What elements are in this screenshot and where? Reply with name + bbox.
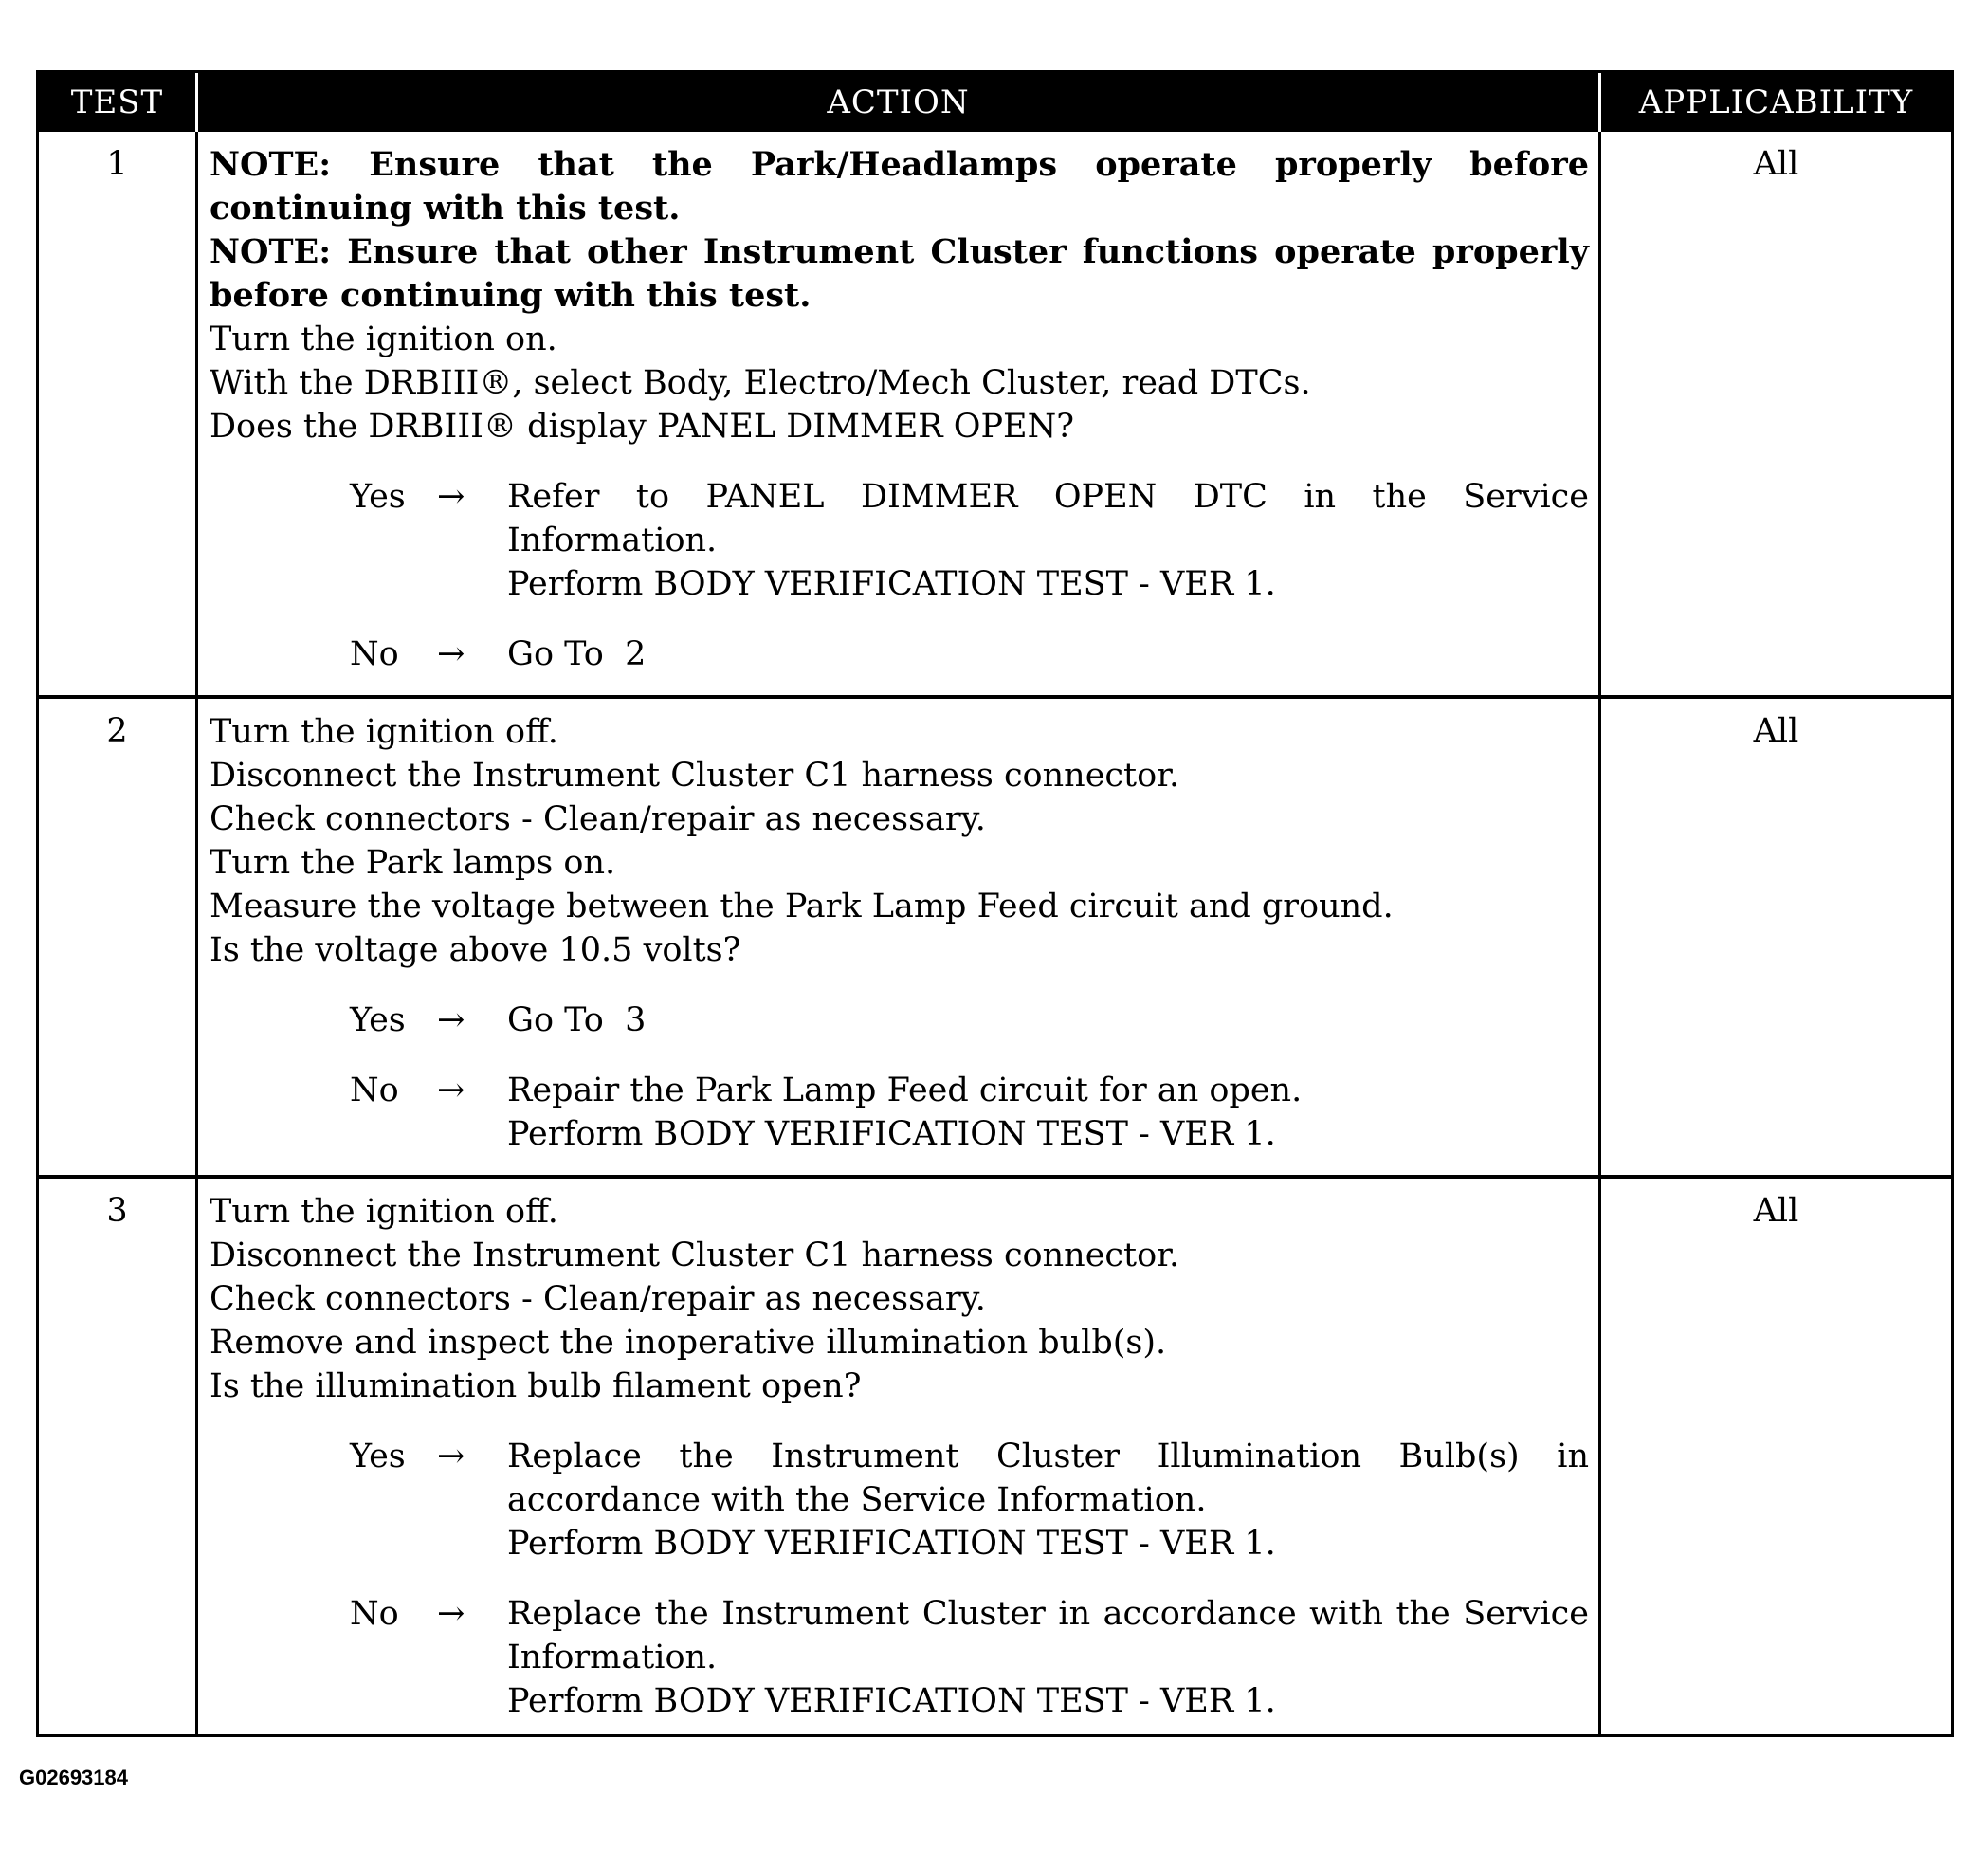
diagnostic-test-table <box>36 70 1954 1737</box>
arrow-right-icon: → <box>437 1595 465 1633</box>
action-step: Measure the voltage between the Park Lamp Feed circuit and ground. <box>210 888 1394 925</box>
arrow-right-icon: → <box>437 478 465 516</box>
applicability-cell: All <box>1753 145 1799 183</box>
outcome-yes <box>210 475 1589 606</box>
outcome-no <box>210 1592 1589 1723</box>
outcome-label: Yes <box>350 1001 406 1039</box>
header-test: TEST <box>39 73 198 132</box>
action-step: Is the illumination bulb filament open? <box>210 1367 862 1405</box>
action-cell <box>198 699 1601 1175</box>
test-number: 1 <box>39 132 198 695</box>
action-step: Disconnect the Instrument Cluster C1 harness connector. <box>210 1236 1180 1274</box>
outcome-result: Repair the Park Lamp Feed circuit for an open. Perform BODY VERIFICATION TEST - VER 1. <box>507 1072 1303 1153</box>
note: NOTE: Ensure that the Park/Headlamps operate properly before continuing with this test. <box>210 145 1589 228</box>
action-step: Turn the ignition on. <box>210 321 557 358</box>
action-step: Check connectors - Clean/repair as necessary. <box>210 1280 986 1318</box>
arrow-right-icon: → <box>437 635 465 673</box>
action-step: Turn the ignition off. <box>210 713 558 751</box>
test-number: 3 <box>39 1179 198 1734</box>
outcome-result: Go To 3 <box>507 1001 647 1039</box>
outcome-yes <box>210 998 1589 1042</box>
outcome-label: No <box>350 635 399 673</box>
outcome-result: Go To 2 <box>507 635 647 673</box>
outcome-label: No <box>350 1072 399 1109</box>
outcome-result: Refer to PANEL DIMMER OPEN DTC in the Service Information. Perform BODY VERIFICATION TEST - VER 1. <box>507 478 1589 603</box>
arrow-right-icon: → <box>437 1072 465 1109</box>
test-row-2 <box>39 695 1951 1175</box>
header-applicability: APPLICABILITY <box>1638 83 1914 121</box>
action-step: Remove and inspect the inoperative illumination bulb(s). <box>210 1324 1167 1362</box>
outcome-no <box>210 632 1589 676</box>
outcome-label: Yes <box>350 478 406 516</box>
outcome-label: Yes <box>350 1438 406 1475</box>
header-action: ACTION <box>198 73 1601 132</box>
outcome-result: Replace the Instrument Cluster in accordance with the Service Information. Perform BODY VERIFICATION TEST - VER 1. <box>507 1595 1589 1720</box>
action-step: Does the DRBIII® display PANEL DIMMER OPEN? <box>210 408 1074 446</box>
action-step: Check connectors - Clean/repair as necessary. <box>210 800 986 838</box>
outcome-result: Replace the Instrument Cluster Illumination Bulb(s) in accordance with the Service Information. Perform BODY VERIFICATION TEST - VER 1. <box>507 1438 1589 1563</box>
action-step: Turn the ignition off. <box>210 1193 558 1231</box>
action-step: With the DRBIII®, select Body, Electro/Mech Cluster, read DTCs. <box>210 364 1311 402</box>
outcome-label: No <box>350 1595 399 1633</box>
applicability-cell: All <box>1753 1192 1799 1230</box>
test-row-1 <box>39 132 1951 695</box>
applicability-cell: All <box>1753 712 1799 750</box>
action-step: Disconnect the Instrument Cluster C1 harness connector. <box>210 757 1180 795</box>
test-number: 2 <box>39 699 198 1175</box>
action-step: Is the voltage above 10.5 volts? <box>210 931 741 969</box>
action-cell <box>198 132 1601 695</box>
test-row-3 <box>39 1175 1951 1734</box>
arrow-right-icon: → <box>437 1001 465 1039</box>
outcome-yes <box>210 1435 1589 1566</box>
action-cell <box>198 1179 1601 1734</box>
arrow-right-icon: → <box>437 1438 465 1475</box>
figure-id: G02693184 <box>19 1766 128 1789</box>
action-step: Turn the Park lamps on. <box>210 844 616 882</box>
table-header <box>39 73 1951 132</box>
outcome-no <box>210 1069 1589 1156</box>
note: NOTE: Ensure that other Instrument Cluster functions operate properly before continuing with this test. <box>210 232 1589 315</box>
